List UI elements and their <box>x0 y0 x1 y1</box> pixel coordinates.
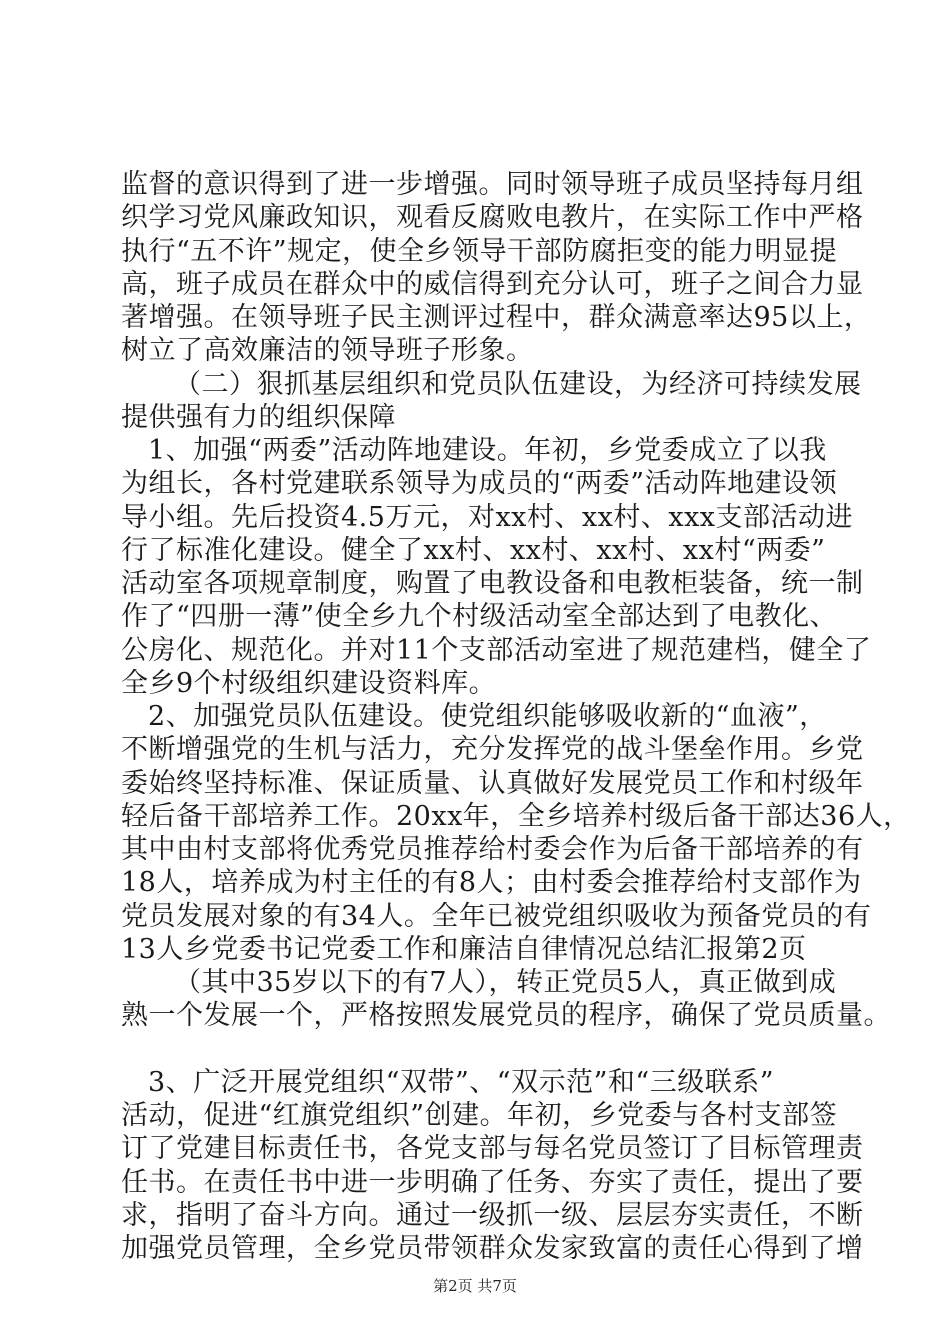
text-line: 导小组。先后投资4.5万元，对xx村、xx村、xxx支部活动进 <box>121 502 854 533</box>
text-line: 熟一个发展一个，严格按照发展党员的程序，确保了党员质量。 <box>121 1000 891 1031</box>
text-line: 其中由村支部将优秀党员推荐给村委会作为后备干部培养的有 <box>121 834 864 865</box>
text-line: 高，班子成员在群众中的威信得到充分认可，班子之间合力显 <box>121 269 864 300</box>
text-line: 公房化、规范化。并对11个支部活动室进了规范建档，健全了 <box>121 635 872 666</box>
text-line: 执行“五不许”规定，使全乡领导干部防腐拒变的能力明显提 <box>121 236 838 267</box>
text-line: 求，指明了奋斗方向。通过一级抓一级、层层夯实责任，不断 <box>121 1200 864 1231</box>
text-line: 13人乡党委书记党委工作和廉洁自律情况总结汇报第2页 <box>121 934 807 965</box>
text-line: 作了“四册一薄”使全乡九个村级活动室全部达到了电教化、 <box>121 601 838 632</box>
section-heading: （二）狠抓基层组织和党员队伍建设，为经济可持续发展 <box>174 369 862 400</box>
text-line: 2、加强党员队伍建设。使党组织能够吸收新的“血液”， <box>148 701 827 732</box>
text-line: 织学习党风廉政知识，观看反腐败电教片，在实际工作中严格 <box>121 202 864 233</box>
text-line: 为组长，各村党建联系领导为成员的“两委”活动阵地建设领 <box>121 468 838 499</box>
text-line: 不断增强党的生机与活力，充分发挥党的战斗堡垒作用。乡党 <box>121 734 864 765</box>
text-line: 轻后备干部培养工作。20xx年，全乡培养村级后备干部达36人， <box>121 801 911 832</box>
page-footer: 第2页 共7页 <box>433 1277 517 1295</box>
text-line: 树立了高效廉洁的领导班子形象。 <box>121 335 534 366</box>
text-line: 委始终坚持标准、保证质量、认真做好发展党员工作和村级年 <box>121 768 864 799</box>
text-line: 订了党建目标责任书，各党支部与每名党员签订了目标管理责 <box>121 1133 864 1164</box>
text-line: 加强党员管理，全乡党员带领群众发家致富的责任心得到了增 <box>121 1233 864 1264</box>
text-line: 行了标准化建设。健全了xx村、xx村、xx村、xx村“两委” <box>121 535 826 566</box>
text-line: （其中35岁以下的有7人），转正党员5人，真正做到成 <box>174 967 837 998</box>
text-line: 18人，培养成为村主任的有8人；由村委会推荐给村支部作为 <box>121 867 862 898</box>
text-line: 3、广泛开展党组织“双带”、“双示范”和“三级联系” <box>148 1067 774 1098</box>
text-line: 监督的意识得到了进一步增强。同时领导班子成员坚持每月组 <box>121 169 864 200</box>
section-heading-cont: 提供强有力的组织保障 <box>121 402 396 433</box>
text-line: 活动，促进“红旗党组织”创建。年初，乡党委与各村支部签 <box>121 1100 838 1131</box>
text-line: 著增强。在领导班子民主测评过程中，群众满意率达95以上， <box>121 302 872 333</box>
text-line: 1、加强“两委”活动阵地建设。年初，乡党委成立了以我 <box>148 435 827 466</box>
text-line: 全乡9个村级组织建设资料库。 <box>121 668 497 699</box>
text-line: 党员发展对象的有34人。全年已被党组织吸收为预备党员的有 <box>121 901 872 932</box>
text-line: 任书。在责任书中进一步明确了任务、夯实了责任，提出了要 <box>121 1167 864 1198</box>
text-line: 活动室各项规章制度，购置了电教设备和电教柜装备，统一制 <box>121 568 864 599</box>
